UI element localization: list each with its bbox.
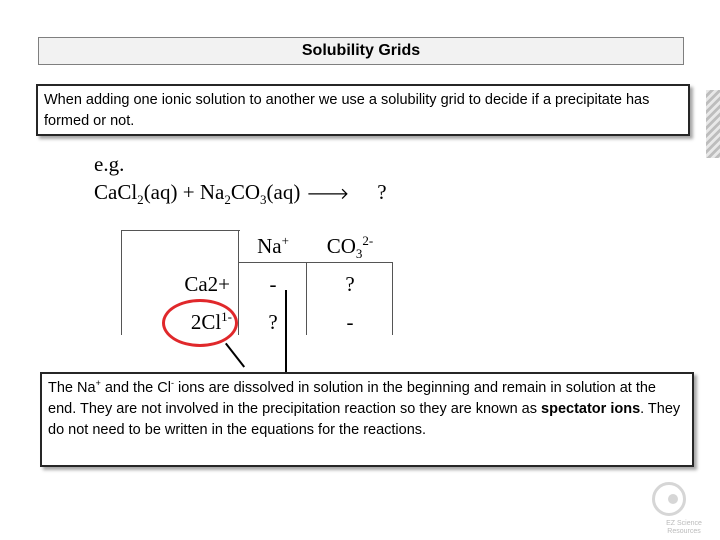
grid-column-divider-2 <box>306 262 307 335</box>
grid-left-border <box>121 230 122 335</box>
grid-cell-cl-na: ? <box>268 310 278 334</box>
pointer-line-na <box>285 290 287 372</box>
product-unknown: ? <box>377 180 387 204</box>
example-label: e.g. <box>94 152 125 176</box>
reactant-1: CaCl <box>94 180 138 204</box>
logo-text: EZ Science Resources <box>666 520 702 535</box>
grid-cell-cl-co3: - <box>346 310 354 334</box>
grid-row-header-cl: $2Cl^{1-}$ <box>190 309 232 334</box>
explanation-note-box: The Na+ and the Cl- ions are dissolved in solution in the beginning and remain in solution at the end. They are not involved in the precipitation reaction so they are known as spectator ions. They do not need to be written in the equations for the reactions. <box>40 372 694 467</box>
pointer-line-cl <box>225 343 245 368</box>
science-resources-logo-icon <box>648 478 716 538</box>
intro-text-box <box>36 84 690 136</box>
grid-col-header-co3: $CO_3^{2-}$ <box>326 233 374 262</box>
decorative-side-pattern <box>706 90 720 158</box>
reactant-2-state: (aq) <box>266 180 301 204</box>
grid-cell-ca-co3: ? <box>345 272 355 296</box>
grid-row-header-ca: Ca2+ <box>184 272 230 296</box>
reactant-1-subscript: 2 <box>137 192 144 208</box>
grid-right-border <box>392 262 393 335</box>
grid-column-divider-1 <box>238 230 239 335</box>
reaction-equation <box>94 180 387 208</box>
grid-top-border <box>121 230 240 231</box>
reactant-2: CO <box>230 180 261 204</box>
highlight-oval <box>162 299 238 347</box>
grid-cell-ca-na: - <box>269 272 277 296</box>
reactant-2-subscript-a: 2 <box>224 192 231 208</box>
arrow-icon: 🡒 <box>306 184 350 203</box>
reactant-2-subscript-b: 3 <box>260 192 267 208</box>
grid-col-header-na: Na+ <box>257 233 289 258</box>
intro-text: When adding one ionic solution to another we use a solubility grid to decide if a precipitate has formed or not. <box>44 92 650 129</box>
page-title: Solubility Grids <box>38 37 684 65</box>
grid-header-divider <box>238 262 393 263</box>
spectator-ions-term: spectator ions <box>541 401 641 417</box>
reactant-1-state: (aq) + Na <box>143 180 225 204</box>
